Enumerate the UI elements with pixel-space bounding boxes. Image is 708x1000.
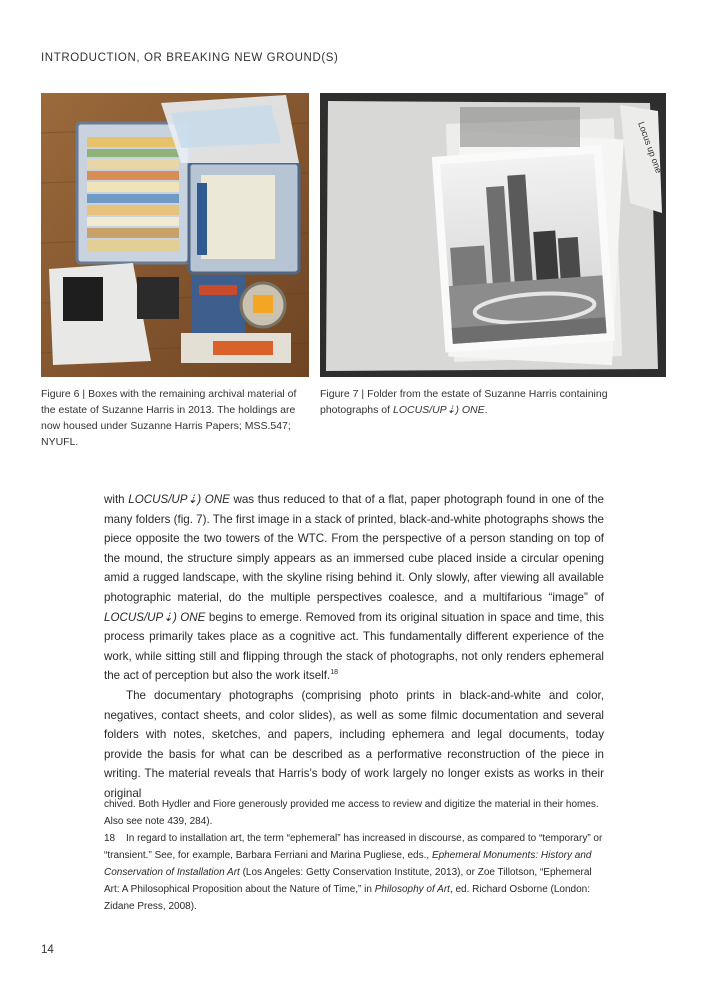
figure-6-caption: Figure 6 | Boxes with the remaining archival material of the estate of Suzanne Harris in 2013. The holdings are now housed under Suzanne Harris Papers; MSS.547; NYUFL. — [41, 388, 297, 448]
page-number: 14 — [41, 944, 54, 956]
paragraph-1 — [104, 490, 604, 686]
work-title: LOCUS/UP⇣) ONE — [104, 610, 206, 624]
figure-7-caption — [320, 386, 650, 418]
folder-photographs-image — [320, 93, 666, 377]
figure-7-photo — [320, 93, 666, 377]
folder-tab-label: Locus up one — [636, 120, 665, 175]
footnote-continuation: chived. Both Hydler and Fiore generously provided me access to review and digitize the material in their homes. Also see note 439, 284). — [104, 799, 599, 827]
footnote-text: (Los Angeles: Getty Conservation Institute, 2013), or Zoe Tillotson, “Ephemeral Art: A Philosophical Proposition about the Nature of Time,” in — [104, 867, 592, 895]
footnote-18 — [104, 830, 604, 915]
figure-6-photo — [41, 93, 309, 377]
caption-work-title: LOCUS/UP⇣) ONE — [392, 404, 485, 416]
footnote-text: In regard to installation art, the term “ephemeral” has increased in discourse, as compared to “temporary” or “transient.” See, for example, Barbara Ferriani and Marina Pugliese, eds., — [104, 833, 603, 861]
caption-suffix: . — [484, 404, 488, 416]
work-title: LOCUS/UP⇣) ONE — [128, 493, 230, 506]
footnote-ref: 18 — [330, 669, 338, 677]
paragraph-1-start: with — [104, 493, 129, 506]
footnotes — [104, 796, 604, 915]
paragraph-2: The documentary photographs (comprising photo prints in black-and-white and color, negatives, contact sheets, and color slides), as well as some filmic documentation and several folders with notes, sketches, and papers, including ephemera and legal documents, today provide the basis for what can be described as a performative reconstruction of the piece in writing. The material reveals that Harris’s body of work largely no longer exists as works in their original — [104, 688, 604, 800]
footnote-book-title: Ephemeral Monuments: History and Conservation of Installation Art — [104, 850, 592, 878]
running-head: INTRODUCTION, OR BREAKING NEW GROUND(S) — [41, 52, 339, 64]
caption-prefix: Figure 7 | Folder from the estate of Suzanne Harris containing photographs of — [320, 388, 608, 416]
archive-boxes-image — [41, 93, 309, 377]
paragraph-1-middle: was thus reduced to that of a flat, paper photograph found in one of the many folders (fig. 7). The first image in a stack of printed, black-and-white photographs shows the piece opposite the two towers of the WTC. From the perspective of a person standing on top of the mound, the structure simply appears as an immersed cube placed inside a circular opening amid a rugged landscape, with the skyline rising behind it. Only slowly, after viewing all available photographic material, do the multiple perspectives coalesce, and a multifarious “image” of — [104, 493, 604, 604]
body-text — [104, 490, 604, 804]
footnote-text: , ed. Richard Osborne (London: Zidane Press, 2008). — [104, 884, 591, 912]
paragraph-1-end: begins to emerge. Removed from its original situation in space and time, this process primarily takes place as a cognitive act. This fundamentally different experience of the work, while sitting still and flipping through the stack of photographs, not only renders ephemeral the act of perception but also the work itself. — [104, 610, 604, 683]
footnote-book-title: Philosophy of Art — [374, 884, 450, 895]
footnote-number: 18 — [104, 833, 116, 844]
